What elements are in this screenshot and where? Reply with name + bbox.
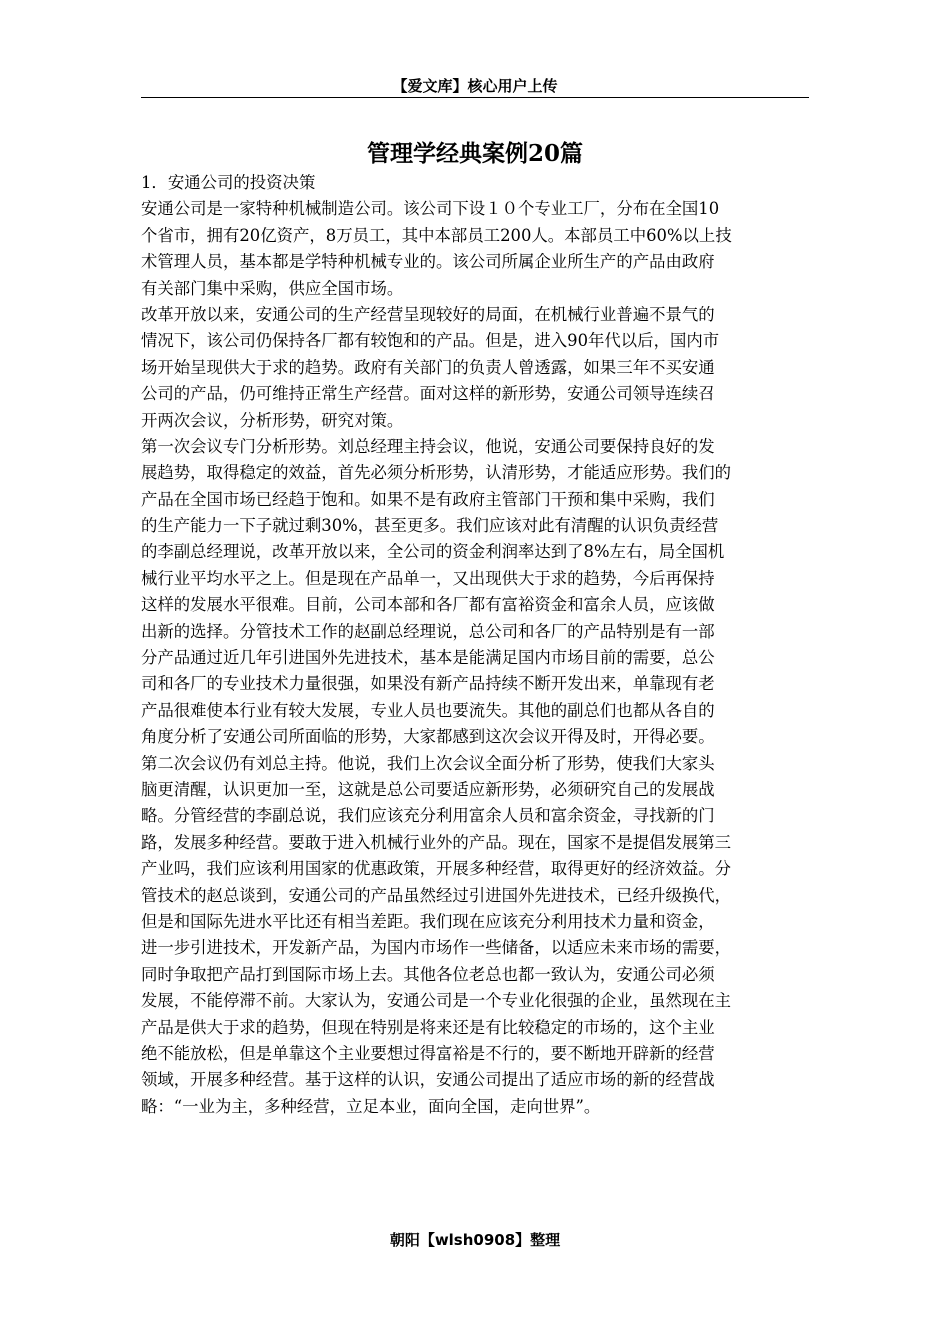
paragraph-line: 略：“一业为主，多种经营，立足本业，面向全国，走向世界”。 xyxy=(141,1096,601,1116)
document-title: 管理学经典案例20篇 xyxy=(366,140,583,167)
paragraph-line: 产品很难使本行业有较大发展，专业人员也要流失。其他的副总们也都从各自的 xyxy=(141,700,715,720)
paragraph-line: 械行业平均水平之上。但是现在产品单一，又出现供大于求的趋势，今后再保持 xyxy=(141,568,715,588)
paragraph-line: 的李副总经理说，改革开放以来，全公司的资金利润率达到了8%左右，局全国机 xyxy=(141,542,725,562)
paragraph-line: 角度分析了安通公司所面临的形势，大家都感到这次会议开得及时，开得必要。 xyxy=(141,727,715,747)
paragraph-line: 产品在全国市场已经趋于饱和。如果不是有政府主管部门干预和集中采购，我们 xyxy=(141,489,715,509)
document-body xyxy=(141,170,809,1120)
paragraph-line: 出新的选择。分管技术工作的赵副总经理说，总公司和各厂的产品特别是有一部 xyxy=(141,621,715,641)
page-header: 【爱文库】核心用户上传 xyxy=(392,77,558,95)
paragraph-line: 第一次会议专门分析形势。刘总经理主持会议，他说，安通公司要保持良好的发 xyxy=(141,436,715,456)
paragraph-line: 路，发展多种经营。要敢于进入机械行业外的产品。现在，国家不是提倡发展第三 xyxy=(141,832,732,852)
paragraph-line: 第二次会议仍有刘总主持。他说，我们上次会议全面分析了形势，使我们大家头 xyxy=(141,753,715,773)
paragraph-line: 术管理人员，基本都是学特种机械专业的。该公司所属企业所生产的产品由政府 xyxy=(141,252,715,272)
paragraph-line: 产品是供大于求的趋势，但现在特别是将来还是有比较稳定的市场的，这个主业 xyxy=(141,1017,715,1037)
paragraph-line: 有关部门集中采购，供应全国市场。 xyxy=(141,278,404,298)
paragraph-line: 发展，不能停滞不前。大家认为，安通公司是一个专业化很强的企业，虽然现在主 xyxy=(141,991,732,1011)
paragraph-line: 产业吗，我们应该利用国家的优惠政策，开展多种经营，取得更好的经济效益。分 xyxy=(141,859,732,879)
paragraph-line: 场开始呈现供大于求的趋势。政府有关部门的负责人曾透露，如果三年不买安通 xyxy=(141,357,715,377)
paragraph-line: 安通公司是一家特种机械制造公司。该公司下设１０个专业工厂，分布在全国10 xyxy=(141,199,720,219)
paragraph-line: 这样的发展水平很难。目前，公司本部和各厂都有富裕资金和富余人员，应该做 xyxy=(141,595,715,615)
page-footer: 朝阳【wlsh0908】整理 xyxy=(389,1231,561,1249)
paragraph-line: 公司的产品，仍可维持正常生产经营。面对这样的新形势，安通公司领导连续召 xyxy=(141,384,715,404)
paragraph-line: 略。分管经营的李副总说，我们应该充分利用富余人员和富余资金，寻找新的门 xyxy=(141,806,715,826)
paragraph-line: 个省市，拥有20亿资产，8万员工，其中本部员工200人。本部员工中60%以上技 xyxy=(141,225,732,245)
paragraph-line: 但是和国际先进水平比还有相当差距。我们现在应该充分利用技术力量和资金， xyxy=(141,911,715,931)
paragraph-line: 改革开放以来，安通公司的生产经营呈现较好的局面，在机械行业普遍不景气的 xyxy=(141,304,715,324)
paragraph-line: 绝不能放松，但是单靠这个主业要想过得富裕是不行的，要不断地开辟新的经营 xyxy=(141,1043,715,1063)
paragraph-line: 的生产能力一下子就过剩30%，甚至更多。我们应该对此有清醒的认识负责经营 xyxy=(141,516,719,536)
paragraph-line: 管技术的赵总谈到，安通公司的产品虽然经过引进国外先进技术，已经升级换代， xyxy=(141,885,732,905)
paragraph-line: 脑更清醒，认识更加一至，这就是总公司要适应新形势，必须研究自己的发展战 xyxy=(141,779,715,799)
paragraph-line: 进一步引进技术，开发新产品，为国内市场作一些储备，以适应未来市场的需要， xyxy=(141,938,732,958)
paragraph-line: 展趋势，取得稳定的效益，首先必须分析形势，认清形势，才能适应形势。我们的 xyxy=(141,463,732,483)
paragraph-line: 司和各厂的专业技术力量很强，如果没有新产品持续不断开发出来，单靠现有老 xyxy=(141,674,715,694)
header-divider xyxy=(141,97,809,98)
paragraph-line: 开两次会议，分析形势，研究对策。 xyxy=(141,410,404,430)
paragraph-line: 同时争取把产品打到国际市场上去。其他各位老总也都一致认为，安通公司必须 xyxy=(141,964,715,984)
paragraph-line: 情况下，该公司仍保持各厂都有较饱和的产品。但是，进入90年代以后，国内市 xyxy=(141,331,720,351)
paragraph-line: 分产品通过近几年引进国外先进技术，基本是能满足国内市场目前的需要，总公 xyxy=(141,648,715,668)
paragraph-line: 领域，开展多种经营。基于这样的认识，安通公司提出了适应市场的新的经营战 xyxy=(141,1070,715,1090)
section-heading: 1．安通公司的投资决策 xyxy=(141,173,316,192)
